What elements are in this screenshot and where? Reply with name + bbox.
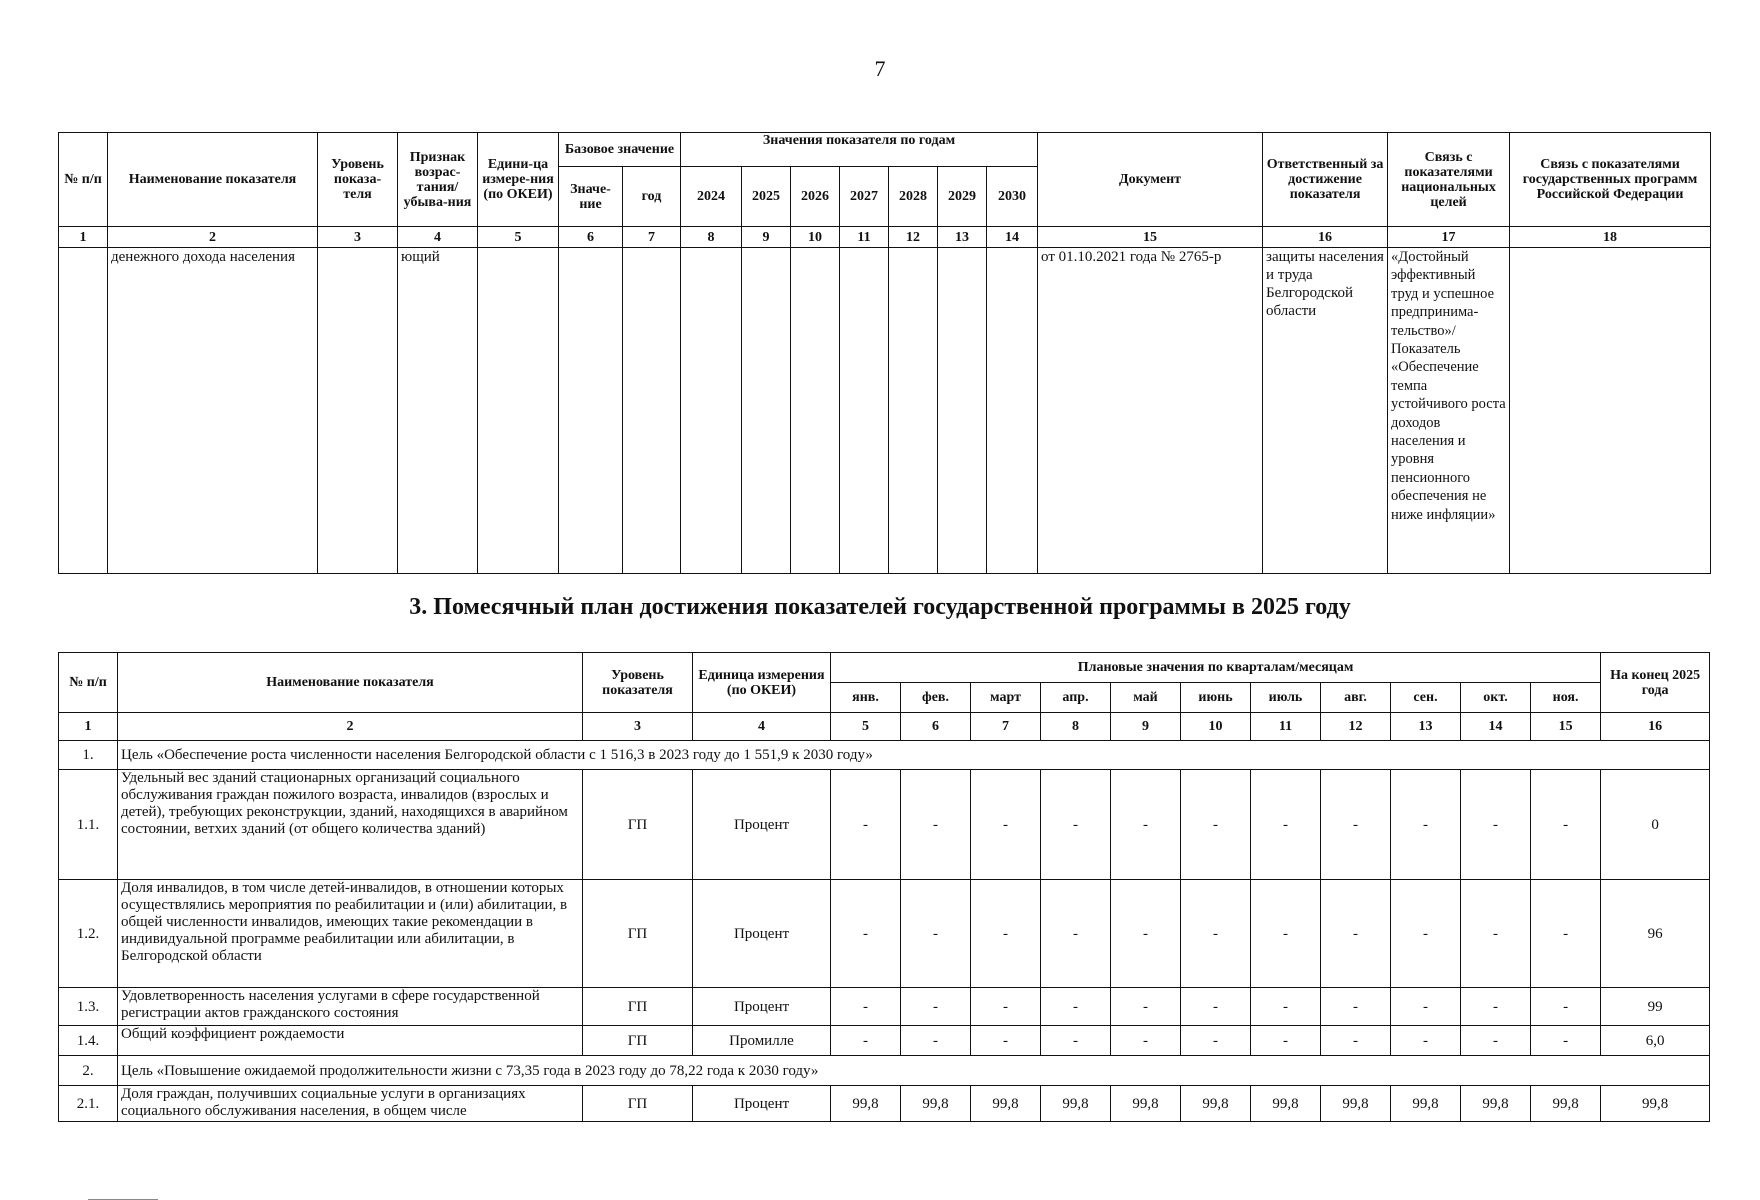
row-level: ГП: [583, 770, 693, 880]
goal-text: Цель «Повышение ожидаемой продолжительности жизни с 73,35 года в 2023 году до 78,22 года к 2030 году»: [118, 1056, 1710, 1086]
row-unit: [478, 248, 559, 574]
table-row: [59, 248, 1711, 574]
header-num: № п/п: [59, 653, 118, 713]
column-number: 6: [901, 713, 971, 741]
header-base-value: Значе-ние: [559, 167, 623, 227]
column-number: 8: [681, 227, 742, 248]
column-number: 7: [971, 713, 1041, 741]
month-value: -: [831, 1026, 901, 1056]
column-number: 12: [1321, 713, 1391, 741]
column-number: 12: [889, 227, 938, 248]
section-title: 3. Помесячный план достижения показателей государственной программы в 2025 году: [409, 594, 1351, 620]
month-value: 99,8: [1391, 1086, 1461, 1122]
row-num: 1.1.: [59, 770, 118, 880]
row-name: Доля граждан, получивших социальные услуги в организациях социального обслуживания населения, в общем числе: [118, 1086, 583, 1122]
column-number: 6: [559, 227, 623, 248]
row-num: 1.4.: [59, 1026, 118, 1056]
column-number: 1: [59, 227, 108, 248]
month-value: -: [1321, 988, 1391, 1026]
row-year-cell: [742, 248, 791, 574]
month-value: 99,8: [901, 1086, 971, 1122]
month-value: -: [1251, 988, 1321, 1026]
month-value: 99,8: [971, 1086, 1041, 1122]
header-link-state: Связь с показателями государственных программ Российской Федерации: [1510, 133, 1711, 227]
month-value: -: [1111, 988, 1181, 1026]
row-end-value: 6,0: [1601, 1026, 1710, 1056]
row-num: 1.2.: [59, 880, 118, 988]
column-number: 9: [1111, 713, 1181, 741]
header-level: Уровень показателя: [583, 653, 693, 713]
row-level: ГП: [583, 1086, 693, 1122]
header-year: 2028: [889, 167, 938, 227]
column-numbers-row: [59, 713, 1710, 741]
header-base: Базовое значение: [559, 133, 681, 167]
row-sign: ющий: [398, 248, 478, 574]
header-plan-title: Плановые значения по кварталам/месяцам: [831, 653, 1601, 683]
table-row: [59, 880, 1710, 988]
month-value: -: [1461, 880, 1531, 988]
month-value: -: [1391, 880, 1461, 988]
row-responsible: защиты населения и труда Белгородской области: [1263, 248, 1388, 574]
column-number: 18: [1510, 227, 1711, 248]
header-year: 2030: [987, 167, 1038, 227]
month-value: -: [1041, 988, 1111, 1026]
header-link-national: Связь с показателями национальных целей: [1388, 133, 1510, 227]
month-value: -: [831, 880, 901, 988]
header-month: сен.: [1391, 683, 1461, 713]
month-value: -: [1111, 1026, 1181, 1056]
column-number: 4: [398, 227, 478, 248]
month-value: 99,8: [831, 1086, 901, 1122]
month-value: -: [1181, 1026, 1251, 1056]
goal-row: [59, 1056, 1710, 1086]
month-value: -: [901, 1026, 971, 1056]
row-link-state: [1510, 248, 1711, 574]
month-value: -: [1111, 880, 1181, 988]
month-value: -: [1251, 1026, 1321, 1056]
row-name: Доля инвалидов, в том числе детей-инвалидов, в отношении которых осуществлялись мероприятия по реабилитации и (или) абилитации, в общей численности инвалидов, имеющих такие рекомендации в индивидуальной программе реабилитации или абилитации, в Белгородской области: [118, 880, 583, 988]
row-level: [318, 248, 398, 574]
column-number: 15: [1038, 227, 1263, 248]
header-unit: Едини-ца измере-ния (по ОКЕИ): [478, 133, 559, 227]
header-month: июль: [1251, 683, 1321, 713]
month-value: -: [1041, 1026, 1111, 1056]
month-value: -: [831, 770, 901, 880]
goal-num: 1.: [59, 741, 118, 770]
row-num-cell: [59, 248, 108, 574]
month-value: -: [971, 770, 1041, 880]
month-value: -: [1461, 988, 1531, 1026]
row-level: ГП: [583, 988, 693, 1026]
row-unit: Процент: [693, 770, 831, 880]
header-month: июнь: [1181, 683, 1251, 713]
header-year: 2029: [938, 167, 987, 227]
header-base-year: год: [623, 167, 681, 227]
row-end-value: 99,8: [1601, 1086, 1710, 1122]
column-number: 3: [318, 227, 398, 248]
header-month: фев.: [901, 683, 971, 713]
month-value: -: [1531, 1026, 1601, 1056]
row-level: ГП: [583, 880, 693, 988]
row-base-year: [623, 248, 681, 574]
indicators-table: [58, 132, 1711, 574]
month-value: 99,8: [1251, 1086, 1321, 1122]
month-value: -: [901, 988, 971, 1026]
table-row: [59, 1086, 1710, 1122]
month-value: -: [901, 880, 971, 988]
month-value: -: [971, 988, 1041, 1026]
column-number: 14: [987, 227, 1038, 248]
row-name: денежного дохода населения: [108, 248, 318, 574]
month-value: -: [1251, 880, 1321, 988]
row-base-value: [559, 248, 623, 574]
column-number: 5: [831, 713, 901, 741]
column-number: 11: [1251, 713, 1321, 741]
month-value: -: [1321, 880, 1391, 988]
month-value: -: [1181, 880, 1251, 988]
row-level: ГП: [583, 1026, 693, 1056]
column-number: 16: [1601, 713, 1710, 741]
header-month: апр.: [1041, 683, 1111, 713]
header-year: 2026: [791, 167, 840, 227]
header-unit: Единица измерения (по ОКЕИ): [693, 653, 831, 713]
row-num: 2.1.: [59, 1086, 118, 1122]
column-number: 11: [840, 227, 889, 248]
month-value: -: [1531, 988, 1601, 1026]
monthly-plan-body: [59, 741, 1710, 1122]
goal-num: 2.: [59, 1056, 118, 1086]
monthly-plan-table: [58, 652, 1710, 1122]
column-number: 7: [623, 227, 681, 248]
header-level: Уровень показа-теля: [318, 133, 398, 227]
row-year-cell: [791, 248, 840, 574]
row-year-cell: [889, 248, 938, 574]
month-value: 99,8: [1041, 1086, 1111, 1122]
header-month: янв.: [831, 683, 901, 713]
column-number: 9: [742, 227, 791, 248]
page-number: 7: [874, 56, 886, 81]
row-year-cell: [681, 248, 742, 574]
month-value: 99,8: [1181, 1086, 1251, 1122]
column-number: 16: [1263, 227, 1388, 248]
column-number: 4: [693, 713, 831, 741]
header-year: 2024: [681, 167, 742, 227]
month-value: -: [901, 770, 971, 880]
column-number: 15: [1531, 713, 1601, 741]
row-name: Общий коэффициент рождаемости: [118, 1026, 583, 1056]
month-value: -: [1531, 880, 1601, 988]
header-month: окт.: [1461, 683, 1531, 713]
column-number: 2: [118, 713, 583, 741]
row-end-value: 96: [1601, 880, 1710, 988]
month-value: -: [971, 880, 1041, 988]
header-sign: Признак возрас-тания/ убыва-ния: [398, 133, 478, 227]
header-document: Документ: [1038, 133, 1263, 227]
column-numbers-row: [59, 227, 1711, 248]
month-value: -: [1041, 770, 1111, 880]
row-name: Удовлетворенность населения услугами в сфере государственной регистрации актов гражданского состояния: [118, 988, 583, 1026]
column-number: 8: [1041, 713, 1111, 741]
header-month: май: [1111, 683, 1181, 713]
column-number: 10: [791, 227, 840, 248]
header-name: Наименование показателя: [108, 133, 318, 227]
row-unit: Процент: [693, 1086, 831, 1122]
month-value: 99,8: [1321, 1086, 1391, 1122]
column-number: 5: [478, 227, 559, 248]
month-value: -: [831, 988, 901, 1026]
month-value: -: [1251, 770, 1321, 880]
month-value: -: [1461, 770, 1531, 880]
row-end-value: 0: [1601, 770, 1710, 880]
header-responsible: Ответственный за достижение показателя: [1263, 133, 1388, 227]
table-row: [59, 1026, 1710, 1056]
table-row: [59, 988, 1710, 1026]
row-end-value: 99: [1601, 988, 1710, 1026]
month-value: -: [1111, 770, 1181, 880]
month-value: 99,8: [1461, 1086, 1531, 1122]
header-month: авг.: [1321, 683, 1391, 713]
column-number: 10: [1181, 713, 1251, 741]
row-unit: Промилле: [693, 1026, 831, 1056]
row-link-national: «Достойный эффективный труд и успешное предпринима-тельство»/ Показатель «Обеспечение темпа устойчивого роста доходов населения и уровня пенсионного обеспечения не ниже инфляции»: [1388, 248, 1510, 574]
goal-row: [59, 741, 1710, 770]
header-year: 2027: [840, 167, 889, 227]
month-value: -: [1181, 770, 1251, 880]
row-year-cell: [840, 248, 889, 574]
row-document: от 01.10.2021 года № 2765-р: [1038, 248, 1263, 574]
row-unit: Процент: [693, 880, 831, 988]
column-number: 3: [583, 713, 693, 741]
header-year: 2025: [742, 167, 791, 227]
month-value: 99,8: [1531, 1086, 1601, 1122]
column-number: 13: [1391, 713, 1461, 741]
column-number: 2: [108, 227, 318, 248]
row-num: 1.3.: [59, 988, 118, 1026]
month-value: -: [1321, 1026, 1391, 1056]
month-value: 99,8: [1111, 1086, 1181, 1122]
header-years-title: Значения показателя по годам: [681, 133, 1038, 167]
month-value: -: [1531, 770, 1601, 880]
header-end: На конец 2025 года: [1601, 653, 1710, 713]
month-value: -: [1461, 1026, 1531, 1056]
month-value: -: [1181, 988, 1251, 1026]
column-number: 17: [1388, 227, 1510, 248]
column-number: 14: [1461, 713, 1531, 741]
column-number: 1: [59, 713, 118, 741]
goal-text: Цель «Обеспечение роста численности населения Белгородской области с 1 516,3 в 2023 году до 1 551,9 к 2030 году»: [118, 741, 1710, 770]
row-unit: Процент: [693, 988, 831, 1026]
row-year-cell: [987, 248, 1038, 574]
header-month: ноя.: [1531, 683, 1601, 713]
month-value: -: [1391, 988, 1461, 1026]
table-row: [59, 770, 1710, 880]
header-num: № п/п: [59, 133, 108, 227]
row-name: Удельный вес зданий стационарных организаций социального обслуживания граждан пожилого возраста, инвалидов (взрослых и детей), требующих реконструкции, зданий, находящихся в аварийном состоянии, ветхих зданий (от общего количества зданий): [118, 770, 583, 880]
month-value: -: [971, 1026, 1041, 1056]
header-name: Наименование показателя: [118, 653, 583, 713]
month-value: -: [1391, 770, 1461, 880]
month-value: -: [1041, 880, 1111, 988]
row-year-cell: [938, 248, 987, 574]
header-month: март: [971, 683, 1041, 713]
column-number: 13: [938, 227, 987, 248]
month-value: -: [1391, 1026, 1461, 1056]
month-value: -: [1321, 770, 1391, 880]
